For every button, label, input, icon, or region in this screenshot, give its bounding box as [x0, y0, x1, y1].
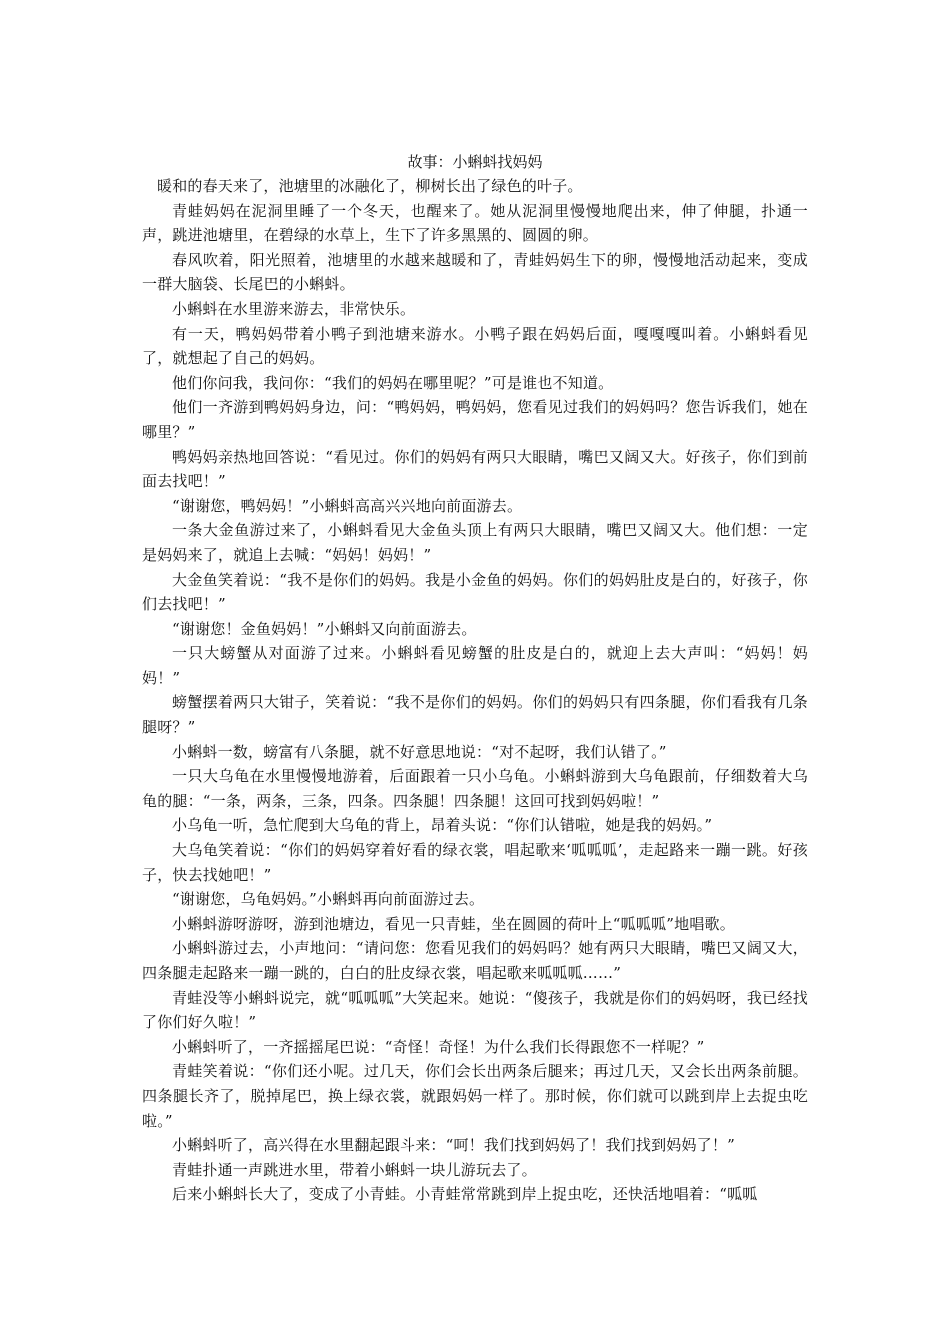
story-paragraph: 他们一齐游到鸭妈妈身边，问：“鸭妈妈，鸭妈妈，您看见过我们的妈妈吗？您告诉我们，她在哪里？” — [142, 398, 808, 441]
story-paragraph: 暖和的春天来了，池塘里的冰融化了，柳树长出了绿色的叶子。 — [157, 177, 583, 195]
story-paragraph: 有一天，鸭妈妈带着小鸭子到池塘来游水。小鸭子跟在妈妈后面，嘎嘎嘎叫着。小蝌蚪看见了，就想起了自己的妈妈。 — [142, 324, 808, 368]
story-paragraph: 小蝌蚪听了，高兴得在水里翻起跟斗来：“呵！我们找到妈妈了！我们找到妈妈了！” — [172, 1136, 735, 1155]
story-paragraph: “谢谢您！金鱼妈妈！”小蝌蚪又向前面游去。 — [172, 619, 477, 638]
story-paragraph: 青蛙笑着说：“你们还小呢。过几天，你们会长出两条后腿来；再过几天，又会长出两条前腿。四条腿长齐了，脱掉尾巴，换上绿衣裳，就跟妈妈一样了。那时候，你们就可以跳到岸上去捉虫吃啦。” — [142, 1062, 808, 1130]
story-paragraph: 鸭妈妈亲热地回答说：“看见过。你们的妈妈有两只大眼睛，嘴巴又阔又大。好孩子，你们到前面去找吧！” — [142, 447, 808, 491]
story-paragraph: 青蛙没等小蝌蚪说完，就“呱呱呱”大笑起来。她说：“傻孩子，我就是你们的妈妈呀，我已经找了你们好久啦！” — [142, 988, 808, 1032]
story-paragraph: 小蝌蚪在水里游来游去，非常快乐。 — [172, 299, 416, 318]
story-paragraph: 他们你问我，我问你：“我们的妈妈在哪里呢？”可是谁也不知道。 — [172, 373, 614, 392]
story-paragraph: 青蛙妈妈在泥洞里睡了一个冬天，也醒来了。她从泥洞里慢慢地爬出来，伸了伸腿，扑通一声，跳进池塘里，在碧绿的水草上，生下了许多黑黑的、圆圆的卵。 — [142, 201, 808, 245]
story-paragraph: 一只大螃蟹从对面游了过来。小蝌蚪看见螃蟹的肚皮是白的，就迎上去大声叫：“妈妈！妈妈！” — [142, 644, 808, 687]
story-paragraph: 一只大乌龟在水里慢慢地游着，后面跟着一只小乌龟。小蝌蚪游到大乌龟跟前，仔细数着大乌龟的腿：“一条，两条，三条，四条。四条腿！四条腿！这回可找到妈妈啦！” — [142, 767, 808, 810]
story-paragraph: 小蝌蚪听了，一齐摇摇尾巴说：“奇怪！奇怪！为什么我们长得跟您不一样呢？” — [172, 1037, 705, 1056]
story-body — [142, 174, 808, 1334]
story-paragraph: 小蝌蚪游呀游呀，游到池塘边，看见一只青蛙，坐在圆圆的荷叶上“呱呱呱”地唱歌。 — [172, 914, 735, 933]
story-paragraph: 大金鱼笑着说：“我不是你们的妈妈。我是小金鱼的妈妈。你们的妈妈肚皮是白的，好孩子，你们去找吧！” — [142, 570, 808, 614]
story-paragraph: 一条大金鱼游过来了，小蝌蚪看见大金鱼头顶上有两只大眼睛，嘴巴又阔又大。他们想：一定是妈妈来了，就追上去喊：“妈妈！妈妈！” — [142, 521, 808, 564]
story-paragraph: 螃蟹摆着两只大钳子，笑着说：“我不是你们的妈妈。你们的妈妈只有四条腿，你们看我有几条腿呀？” — [142, 693, 808, 737]
story-paragraph: 后来小蝌蚪长大了，变成了小青蛙。小青蛙常常跳到岸上捉虫吃，还快活地唱着：“呱呱 — [172, 1185, 758, 1204]
story-paragraph: “谢谢您，乌龟妈妈。”小蝌蚪再向前面游过去。 — [172, 890, 485, 909]
story-title: 故事：小蝌蚪找妈妈 — [407, 153, 543, 171]
story-paragraph: “谢谢您，鸭妈妈！”小蝌蚪高高兴兴地向前面游去。 — [172, 496, 523, 515]
story-paragraph: 春风吹着，阳光照着，池塘里的水越来越暖和了，青蛙妈妈生下的卵，慢慢地活动起来，变成一群大脑袋、长尾巴的小蝌蚪。 — [142, 250, 808, 294]
story-paragraph: 小蝌蚪游过去，小声地问：“请问您：您看见我们的妈妈吗？她有两只大眼睛，嘴巴又阔又大，四条腿走起路来一蹦一跳的，白白的肚皮绿衣裳，唱起歌来呱呱呱……” — [142, 939, 808, 982]
story-paragraph: 小乌龟一听，急忙爬到大乌龟的背上，昂着头说：“你们认错啦，她是我的妈妈。” — [172, 816, 713, 835]
story-paragraph: 小蝌蚪一数，螃富有八条腿，就不好意思地说：“对不起呀，我们认错了。” — [172, 742, 667, 761]
story-paragraph: 青蛙扑通一声跳进水里，带着小蝌蚪一块儿游玩去了。 — [172, 1160, 537, 1179]
story-paragraph: 大乌龟笑着说：“你们的妈妈穿着好看的绿衣裳，唱起歌来‘呱呱呱’，走起路来一蹦一跳。好孩子，快去找她吧！” — [142, 841, 808, 884]
